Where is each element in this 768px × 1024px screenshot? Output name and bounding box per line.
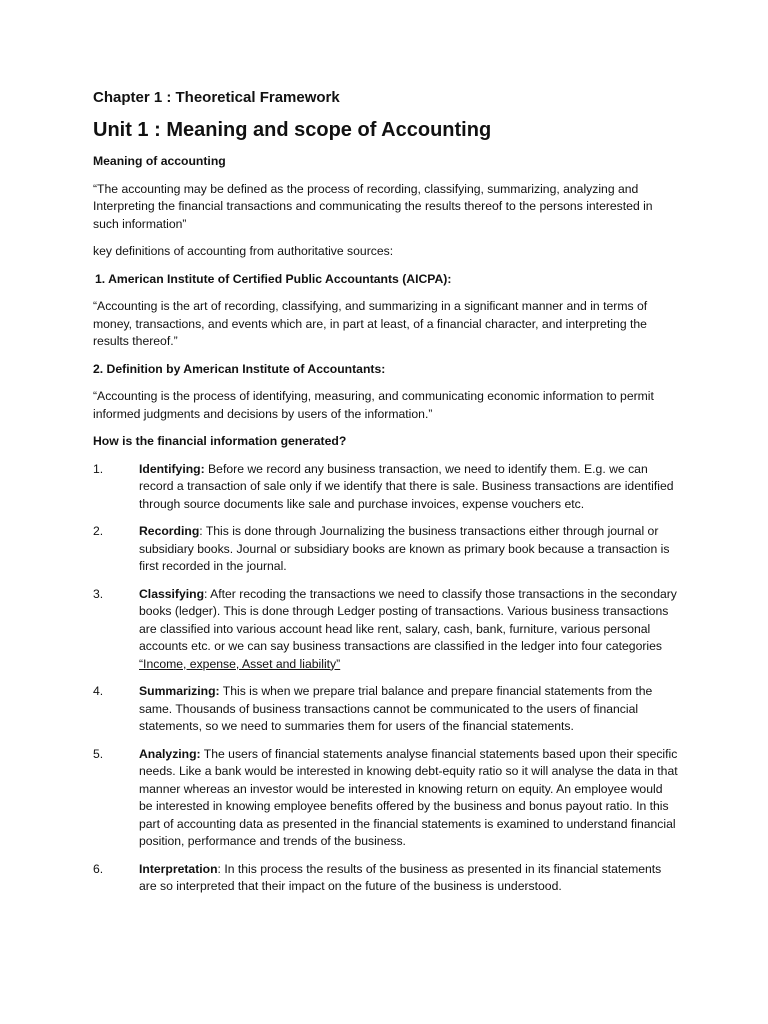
step-term: Recording (139, 524, 200, 538)
generated-heading: How is the financial information generated? (93, 434, 347, 448)
step-text: This is when we prepare trial balance and prepare financial statements from the same. Thousands of business transactions cannot be communicated to the users of financial statements, so we need to summaries them for users of the financial statements. (139, 684, 653, 733)
meaning-heading: Meaning of accounting (93, 154, 226, 168)
chapter-title: Chapter 1 : Theoretical Framework (93, 89, 340, 106)
def2-text: “Accounting is the process of identifying, measuring, and communicating economic information to permit informed judgments and decisions by users of the information.” (93, 389, 654, 421)
list-item (93, 683, 678, 736)
def1-text: “Accounting is the art of recording, classifying, and summarizing in a significant manner and in terms of money, transactions, and events which are, in part at least, of a financial character, and interpreting the results thereof.” (93, 299, 648, 348)
categories-underlined: “Income, expense, Asset and liability” (139, 656, 341, 671)
step-text: : In this process the results of the business as presented in its financial statements are so interpreted that their impact on the future of the business is understood. (139, 861, 662, 893)
list-item (93, 523, 678, 576)
def1-heading: 1. American Institute of Certified Public Accountants (AICPA): (95, 271, 452, 286)
steps-list (93, 461, 678, 896)
step-text: The users of financial statements analyse financial statements based upon their specific needs. Like a bank would be interested in knowing debt-equity ratio so it will analyse the data in that manner whereas an investor would be interested in knowing return on equity. An employee would be interested in knowing employee benefits offered by the business and bonus payout ratio. In this part of accounting data as presented in the financial statements is examined to understand financial position, performance and trends of the business. (139, 746, 678, 848)
step-number: 6. (93, 861, 104, 876)
unit-title: Unit 1 : Meaning and scope of Accounting (93, 119, 492, 141)
document-page (93, 88, 678, 906)
step-term: Classifying (139, 586, 205, 601)
step-number: 2. (93, 524, 104, 538)
list-item (93, 461, 678, 514)
step-term: Summarizing: (139, 684, 220, 698)
list-item (93, 861, 678, 896)
step-term: Identifying: (139, 461, 205, 476)
step-number: 5. (93, 746, 104, 761)
step-number: 1. (93, 461, 104, 476)
step-term: Analyzing: (139, 746, 201, 761)
step-text: Before we record any business transaction, we need to identify them. E.g. we can record a transaction of sale only if we identify that there is sale. Business transactions are identified through source documents like sale and purchase invoices, expense vouchers etc. (139, 461, 674, 511)
step-text: : After recoding the transactions we need to classify those transactions in the secondary books (ledger). This is done through Ledger posting of transactions. Various business transactions are classified into various account head like rent, salary, cash, bank, furniture, various personal accounts etc. or we can say business transactions are classified in the ledger into four categories (139, 586, 677, 653)
list-item (93, 586, 678, 674)
step-number: 3. (93, 586, 104, 601)
step-term: Interpretation (139, 861, 218, 876)
key-defs-intro: key definitions of accounting from authoritative sources: (93, 244, 394, 258)
list-item (93, 746, 678, 851)
step-text: : This is done through Journalizing the business transactions either through journal or subsidiary books. Journal or subsidiary books are known as primary book because a transaction is first recorded in the journal. (139, 524, 670, 573)
meaning-quote: “The accounting may be defined as the process of recording, classifying, summarizing, analyzing and Interpreting the financial transactions and communicating the results thereof to the persons interested in such information” (93, 181, 653, 231)
def2-heading: 2. Definition by American Institute of Accountants: (93, 361, 386, 376)
step-number: 4. (93, 684, 104, 698)
